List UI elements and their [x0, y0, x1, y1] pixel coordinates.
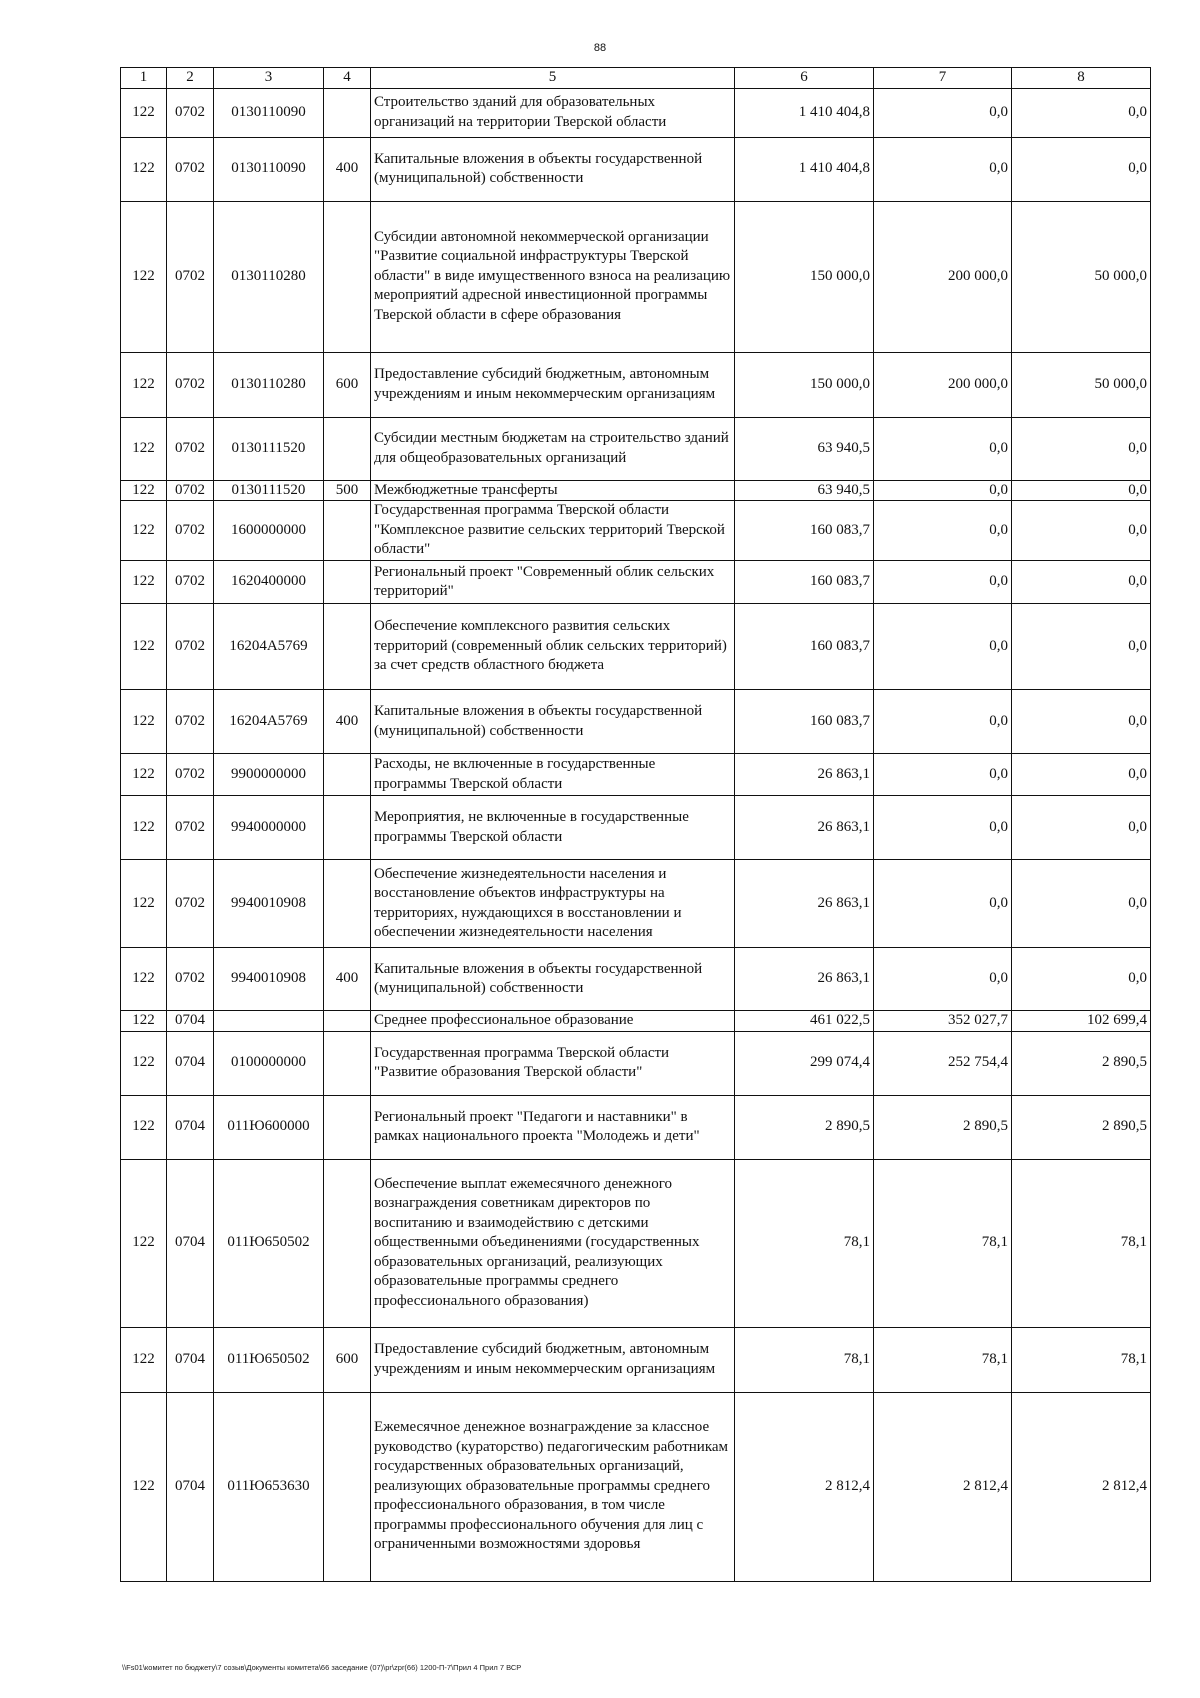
amount-col8-cell: 2 812,4	[1012, 1392, 1151, 1581]
section-code-cell: 0704	[167, 1327, 214, 1392]
section-code-cell: 0702	[167, 796, 214, 860]
section-code-cell: 0702	[167, 352, 214, 417]
amount-col7-cell: 0,0	[874, 480, 1012, 501]
ministry-code-cell: 122	[121, 796, 167, 860]
ministry-code-cell: 122	[121, 417, 167, 480]
expense-type-cell	[324, 604, 371, 690]
ministry-code-cell: 122	[121, 201, 167, 352]
ministry-code-cell: 122	[121, 1031, 167, 1095]
target-article-cell: 1600000000	[214, 501, 324, 561]
expense-type-cell	[324, 1159, 371, 1327]
amount-col6-cell: 461 022,5	[735, 1011, 874, 1032]
table-row	[121, 754, 1151, 796]
table-row	[121, 1159, 1151, 1327]
description-cell: Обеспечение жизнедеятельности населения и восстановление объектов инфраструктуры на территориях, нуждающихся в восстановлении и обеспечении жизнедеятельности населения	[371, 860, 735, 948]
target-article-cell: 16204A5769	[214, 690, 324, 754]
section-code-cell: 0702	[167, 201, 214, 352]
amount-col6-cell: 63 940,5	[735, 417, 874, 480]
target-article-cell: 011Ю650502	[214, 1159, 324, 1327]
description-cell: Региональный проект "Педагоги и наставники" в рамках национального проекта "Молодежь и дети"	[371, 1095, 735, 1159]
table-row	[121, 137, 1151, 201]
table-row	[121, 417, 1151, 480]
expense-type-cell	[324, 201, 371, 352]
ministry-code-cell: 122	[121, 88, 167, 137]
section-code-cell: 0702	[167, 561, 214, 604]
column-header: 4	[324, 68, 371, 89]
amount-col8-cell: 78,1	[1012, 1327, 1151, 1392]
ministry-code-cell: 122	[121, 948, 167, 1011]
amount-col6-cell: 63 940,5	[735, 480, 874, 501]
amount-col6-cell: 150 000,0	[735, 201, 874, 352]
amount-col6-cell: 299 074,4	[735, 1031, 874, 1095]
description-cell: Ежемесячное денежное вознаграждение за классное руководство (кураторство) педагогическим работникам государственных образовательных организаций, реализующих образовательные программы среднего профессионального образования, в том числе программы профессионального обучения для лиц с ограниченными возможностями здоровья	[371, 1392, 735, 1581]
expense-type-cell	[324, 796, 371, 860]
expense-type-cell	[324, 1392, 371, 1581]
target-article-cell: 0130111520	[214, 480, 324, 501]
amount-col7-cell: 78,1	[874, 1327, 1012, 1392]
section-code-cell: 0702	[167, 948, 214, 1011]
section-code-cell: 0702	[167, 860, 214, 948]
amount-col6-cell: 2 812,4	[735, 1392, 874, 1581]
description-cell: Мероприятия, не включенные в государственные программы Тверской области	[371, 796, 735, 860]
amount-col8-cell: 0,0	[1012, 754, 1151, 796]
amount-col7-cell: 200 000,0	[874, 201, 1012, 352]
section-code-cell: 0702	[167, 754, 214, 796]
target-article-cell: 9940010908	[214, 948, 324, 1011]
page-number: 88	[593, 42, 607, 54]
amount-col8-cell: 2 890,5	[1012, 1031, 1151, 1095]
description-cell: Субсидии автономной некоммерческой организации "Развитие социальной инфраструктуры Тверской области" в виде имущественного взноса на реализацию мероприятий адресной инвестиционной программы Тверской области в сфере образования	[371, 201, 735, 352]
expense-type-cell	[324, 754, 371, 796]
description-cell: Обеспечение комплексного развития сельских территорий (современный облик сельских территорий) за счет средств областного бюджета	[371, 604, 735, 690]
budget-table	[120, 67, 1151, 1582]
ministry-code-cell: 122	[121, 561, 167, 604]
target-article-cell: 9940010908	[214, 860, 324, 948]
table-row	[121, 352, 1151, 417]
ministry-code-cell: 122	[121, 690, 167, 754]
ministry-code-cell: 122	[121, 352, 167, 417]
table-row	[121, 561, 1151, 604]
expense-type-cell	[324, 561, 371, 604]
amount-col7-cell: 2 890,5	[874, 1095, 1012, 1159]
amount-col7-cell: 0,0	[874, 604, 1012, 690]
target-article-cell: 1620400000	[214, 561, 324, 604]
target-article-cell: 0130110280	[214, 352, 324, 417]
amount-col7-cell: 0,0	[874, 501, 1012, 561]
amount-col8-cell: 0,0	[1012, 88, 1151, 137]
description-cell: Предоставление субсидий бюджетным, автономным учреждениям и иным некоммерческим организациям	[371, 1327, 735, 1392]
target-article-cell: 9940000000	[214, 796, 324, 860]
expense-type-cell	[324, 1031, 371, 1095]
amount-col8-cell: 0,0	[1012, 860, 1151, 948]
target-article-cell: 0100000000	[214, 1031, 324, 1095]
amount-col8-cell: 0,0	[1012, 690, 1151, 754]
table-row	[121, 88, 1151, 137]
amount-col8-cell: 102 699,4	[1012, 1011, 1151, 1032]
table-row	[121, 1031, 1151, 1095]
amount-col6-cell: 78,1	[735, 1327, 874, 1392]
section-code-cell: 0704	[167, 1159, 214, 1327]
description-cell: Обеспечение выплат ежемесячного денежного вознаграждения советникам директоров по воспитанию и взаимодействию с детскими общественными объединениями (государственных образовательных организаций, реализующих образовательные программы среднего профессионального образования)	[371, 1159, 735, 1327]
section-code-cell: 0702	[167, 88, 214, 137]
target-article-cell: 011Ю653630	[214, 1392, 324, 1581]
amount-col6-cell: 1 410 404,8	[735, 88, 874, 137]
table-row	[121, 1011, 1151, 1032]
ministry-code-cell: 122	[121, 604, 167, 690]
description-cell: Региональный проект "Современный облик сельских территорий"	[371, 561, 735, 604]
amount-col8-cell: 0,0	[1012, 561, 1151, 604]
target-article-cell: 0130110090	[214, 137, 324, 201]
section-code-cell: 0704	[167, 1011, 214, 1032]
description-cell: Субсидии местным бюджетам на строительство зданий для общеобразовательных организаций	[371, 417, 735, 480]
amount-col7-cell: 2 812,4	[874, 1392, 1012, 1581]
amount-col7-cell: 0,0	[874, 137, 1012, 201]
section-code-cell: 0702	[167, 417, 214, 480]
amount-col6-cell: 2 890,5	[735, 1095, 874, 1159]
expense-type-cell: 400	[324, 690, 371, 754]
table-row	[121, 201, 1151, 352]
description-cell: Государственная программа Тверской области "Комплексное развитие сельских территорий Тверской области"	[371, 501, 735, 561]
amount-col8-cell: 2 890,5	[1012, 1095, 1151, 1159]
column-header: 5	[371, 68, 735, 89]
expense-type-cell: 400	[324, 137, 371, 201]
description-cell: Предоставление субсидий бюджетным, автономным учреждениям и иным некоммерческим организациям	[371, 352, 735, 417]
ministry-code-cell: 122	[121, 1327, 167, 1392]
column-number-row	[121, 68, 1151, 89]
amount-col7-cell: 0,0	[874, 948, 1012, 1011]
amount-col6-cell: 150 000,0	[735, 352, 874, 417]
amount-col8-cell: 0,0	[1012, 417, 1151, 480]
amount-col8-cell: 0,0	[1012, 948, 1151, 1011]
expense-type-cell	[324, 1095, 371, 1159]
amount-col6-cell: 160 083,7	[735, 604, 874, 690]
section-code-cell: 0704	[167, 1095, 214, 1159]
target-article-cell: 16204A5769	[214, 604, 324, 690]
amount-col8-cell: 0,0	[1012, 137, 1151, 201]
target-article-cell: 011Ю600000	[214, 1095, 324, 1159]
description-cell: Капитальные вложения в объекты государственной (муниципальной) собственности	[371, 948, 735, 1011]
expense-type-cell	[324, 860, 371, 948]
ministry-code-cell: 122	[121, 1159, 167, 1327]
target-article-cell: 0130110090	[214, 88, 324, 137]
target-article-cell: 0130111520	[214, 417, 324, 480]
description-cell: Капитальные вложения в объекты государственной (муниципальной) собственности	[371, 690, 735, 754]
description-cell: Строительство зданий для образовательных организаций на территории Тверской области	[371, 88, 735, 137]
expense-type-cell	[324, 417, 371, 480]
ministry-code-cell: 122	[121, 1011, 167, 1032]
table-row	[121, 501, 1151, 561]
section-code-cell: 0702	[167, 604, 214, 690]
column-header: 2	[167, 68, 214, 89]
amount-col7-cell: 0,0	[874, 417, 1012, 480]
table-row	[121, 796, 1151, 860]
expense-type-cell: 500	[324, 480, 371, 501]
table-row	[121, 948, 1151, 1011]
amount-col7-cell: 200 000,0	[874, 352, 1012, 417]
column-header: 3	[214, 68, 324, 89]
amount-col7-cell: 0,0	[874, 690, 1012, 754]
column-header: 8	[1012, 68, 1151, 89]
amount-col7-cell: 78,1	[874, 1159, 1012, 1327]
table-row	[121, 1327, 1151, 1392]
section-code-cell: 0702	[167, 690, 214, 754]
table-row	[121, 1392, 1151, 1581]
amount-col6-cell: 78,1	[735, 1159, 874, 1327]
column-header: 7	[874, 68, 1012, 89]
description-cell: Капитальные вложения в объекты государственной (муниципальной) собственности	[371, 137, 735, 201]
section-code-cell: 0704	[167, 1392, 214, 1581]
amount-col7-cell: 0,0	[874, 88, 1012, 137]
amount-col7-cell: 0,0	[874, 860, 1012, 948]
ministry-code-cell: 122	[121, 137, 167, 201]
table-row	[121, 860, 1151, 948]
file-path-footer: \\Fs01\комитет по бюджету\7 созыв\Документы комитета\66 заседание (07)\pr\zpr(66) 1200-П-7\Прил 4 Прил 7 ВСР	[122, 1663, 522, 1672]
table-row	[121, 480, 1151, 501]
ministry-code-cell: 122	[121, 501, 167, 561]
column-header: 1	[121, 68, 167, 89]
amount-col6-cell: 1 410 404,8	[735, 137, 874, 201]
amount-col7-cell: 0,0	[874, 561, 1012, 604]
table-row	[121, 1095, 1151, 1159]
ministry-code-cell: 122	[121, 480, 167, 501]
amount-col6-cell: 26 863,1	[735, 860, 874, 948]
target-article-cell	[214, 1011, 324, 1032]
expense-type-cell	[324, 88, 371, 137]
amount-col7-cell: 252 754,4	[874, 1031, 1012, 1095]
description-cell: Государственная программа Тверской области "Развитие образования Тверской области"	[371, 1031, 735, 1095]
amount-col6-cell: 26 863,1	[735, 796, 874, 860]
amount-col6-cell: 160 083,7	[735, 561, 874, 604]
amount-col6-cell: 26 863,1	[735, 754, 874, 796]
amount-col8-cell: 50 000,0	[1012, 352, 1151, 417]
description-cell: Межбюджетные трансферты	[371, 480, 735, 501]
amount-col8-cell: 78,1	[1012, 1159, 1151, 1327]
expense-type-cell	[324, 501, 371, 561]
ministry-code-cell: 122	[121, 860, 167, 948]
section-code-cell: 0702	[167, 137, 214, 201]
ministry-code-cell: 122	[121, 754, 167, 796]
amount-col8-cell: 50 000,0	[1012, 201, 1151, 352]
amount-col7-cell: 352 027,7	[874, 1011, 1012, 1032]
amount-col8-cell: 0,0	[1012, 796, 1151, 860]
amount-col6-cell: 160 083,7	[735, 690, 874, 754]
amount-col7-cell: 0,0	[874, 796, 1012, 860]
ministry-code-cell: 122	[121, 1095, 167, 1159]
expense-type-cell	[324, 1011, 371, 1032]
table-row	[121, 604, 1151, 690]
expense-type-cell: 600	[324, 1327, 371, 1392]
column-header: 6	[735, 68, 874, 89]
table-row	[121, 690, 1151, 754]
target-article-cell: 011Ю650502	[214, 1327, 324, 1392]
description-cell: Расходы, не включенные в государственные программы Тверской области	[371, 754, 735, 796]
target-article-cell: 0130110280	[214, 201, 324, 352]
ministry-code-cell: 122	[121, 1392, 167, 1581]
amount-col8-cell: 0,0	[1012, 480, 1151, 501]
expense-type-cell: 600	[324, 352, 371, 417]
section-code-cell: 0704	[167, 1031, 214, 1095]
amount-col6-cell: 26 863,1	[735, 948, 874, 1011]
section-code-cell: 0702	[167, 480, 214, 501]
description-cell: Среднее профессиональное образование	[371, 1011, 735, 1032]
amount-col8-cell: 0,0	[1012, 501, 1151, 561]
amount-col7-cell: 0,0	[874, 754, 1012, 796]
expense-type-cell: 400	[324, 948, 371, 1011]
amount-col6-cell: 160 083,7	[735, 501, 874, 561]
amount-col8-cell: 0,0	[1012, 604, 1151, 690]
section-code-cell: 0702	[167, 501, 214, 561]
target-article-cell: 9900000000	[214, 754, 324, 796]
